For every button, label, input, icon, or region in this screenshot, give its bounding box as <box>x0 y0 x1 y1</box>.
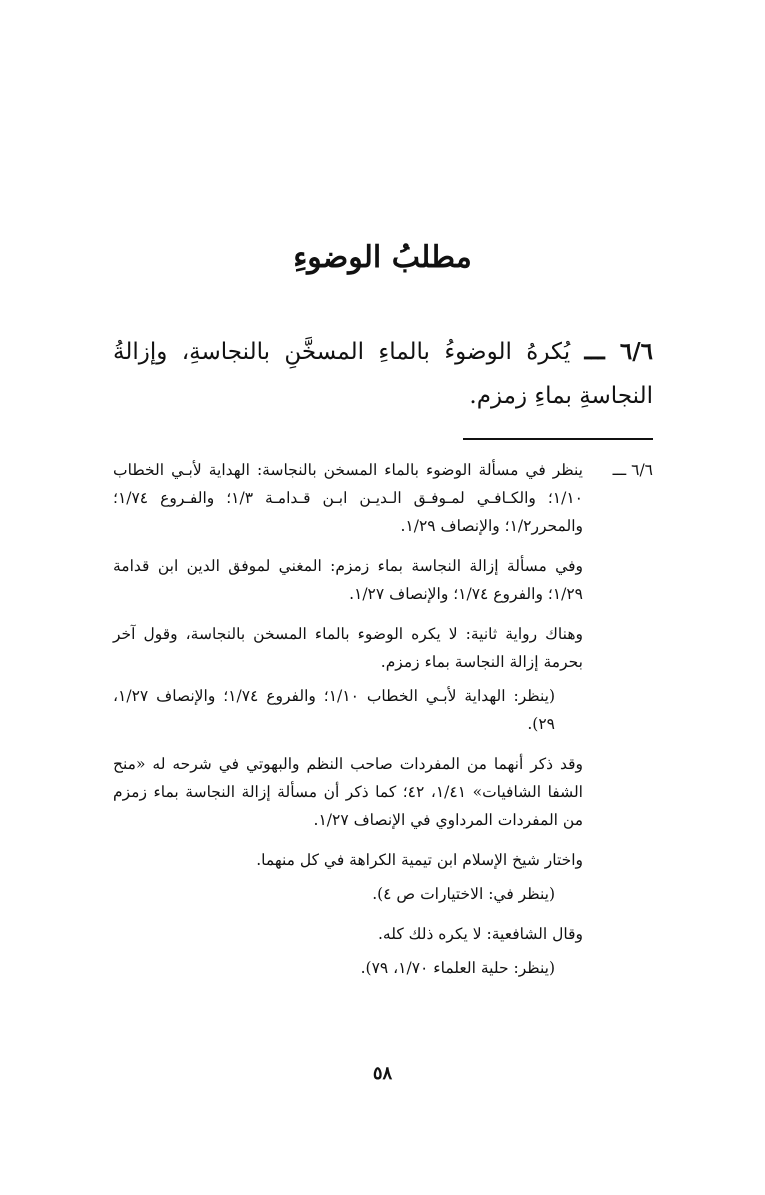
rule-text <box>113 330 653 418</box>
note-paragraph: وقال الشافعية: لا يكره ذلك كله. <box>377 925 583 943</box>
note-paragraph: (ينظر: حلية العلماء ١/٧٠، ٧٩). <box>360 959 555 977</box>
note-paragraph: (ينظر في: الاختيارات ص ٤). <box>372 885 555 903</box>
note-paragraph: واختار شيخ الإسلام ابن تيمية الكراهة في كل منهما. <box>256 851 583 869</box>
rule-body: يُكرهُ الوضوءُ بالماءِ المسخَّنِ بالنجاسةِ، وإزالةُ النجاسةِ بماءِ زمزم. <box>113 339 653 409</box>
note-paragraph: (ينظر: الهداية لأبـي الخطاب ١/١٠؛ والفروع ١/٧٤؛ والإنصاف ١/٢٧، ٢٩). <box>113 687 556 733</box>
note-number: ٦/٦ ـــ <box>612 461 653 479</box>
note-paragraph: وقد ذكر أنهما من المفردات صاحب النظم والبهوتي في شرحه له «منح الشفا الشافيات» ١/٤١، ٤٢؛ كما ذكر أن مسألة إزالة النجاسة بماء زمزم من المفردات المرداوي في الإنصاف ١/٢٧. <box>113 755 583 829</box>
footnote-separator <box>463 438 653 440</box>
footnotes <box>113 456 653 994</box>
note-body <box>113 456 583 982</box>
note-paragraph: وفي مسألة إزالة النجاسة بماء زمزم: المغني لموفق الدين ابن قدامة ١/٢٩؛ والفروع ١/٧٤؛ والإنصاف ١/٢٧. <box>113 557 583 603</box>
rule-number: ٦/٦ ـــ <box>584 338 653 365</box>
note-paragraph: وهناك رواية ثانية: لا يكره الوضوء بالماء المسخن بالنجاسة، وقول آخر بحرمة إزالة النجاسة بماء زمزم. <box>113 625 583 671</box>
section-title: مطلبُ الوضوءِ <box>293 240 472 275</box>
note-paragraph: ينظر في مسألة الوضوء بالماء المسخن بالنجاسة: الهداية لأبـي الخطاب ١/١٠؛ والكـافـي لمـوفـق الـديـن ابـن قـدامـة ١/٣؛ والفـروع ١/٧٤؛ والمحرر١/٢؛ والإنصاف ١/٢٩. <box>113 461 583 535</box>
page-number: ٥٨ <box>372 1063 393 1084</box>
